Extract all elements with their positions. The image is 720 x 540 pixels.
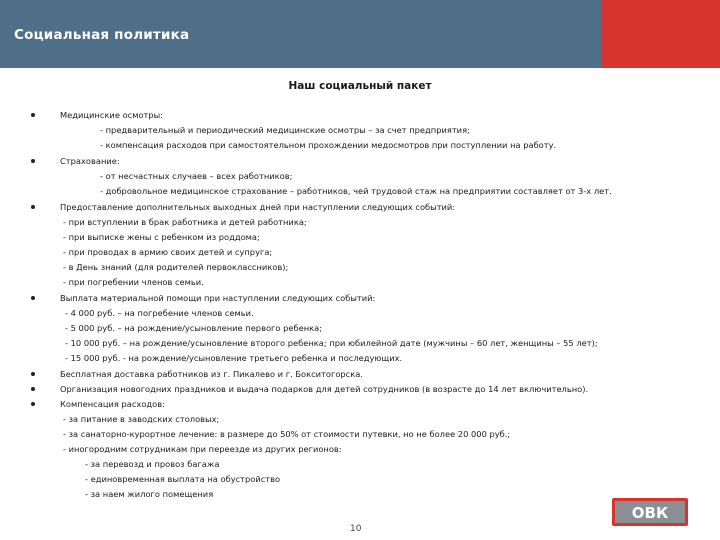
page-number: 10 <box>350 524 362 534</box>
bullet-days-off <box>31 205 35 209</box>
list-item: Медицинские осмотры: <box>60 110 163 120</box>
list-item: - 10 000 руб. – на рождение/усыновление второго ребенка; при юбилейной дате (мужчины – 60 лет, женщины – 55 лет); <box>65 338 598 348</box>
bullet-financial-aid <box>31 296 35 300</box>
list-item: Выплата материальной помощи при наступлении следующих событий: <box>60 293 376 303</box>
header-banner <box>0 0 720 68</box>
list-item: - за перевозд и провоз багажа <box>85 459 220 469</box>
list-item: Организация новогодних праздников и выдача подарков для детей сотрудников (в возрасте до 14 лет включительно). <box>60 384 589 394</box>
list-item: - при погребении членов семьи. <box>63 277 204 287</box>
list-item: - 5 000 руб. – на рождение/усыновление первого ребенка; <box>65 323 323 333</box>
list-item: - 15 000 руб. - на рождение/усыновление третьего ребенка и последующих. <box>65 353 403 363</box>
list-item: - от несчастных случаев – всех работников; <box>100 171 293 181</box>
list-item: - при вступлении в брак работника и детей работника; <box>63 217 307 227</box>
bullet-insurance <box>31 159 35 163</box>
section-subtitle: Наш социальный пакет <box>288 80 432 92</box>
list-item: - при выписке жены с ребенком из роддома; <box>63 232 260 242</box>
bullet-delivery <box>31 372 35 376</box>
list-item: - за наем жилого помещения <box>85 489 214 499</box>
list-item: - за санаторно-курортное лечение: в размере до 50% от стоимости путевки, но не более 20 000 руб.; <box>63 429 511 439</box>
bullet-medical <box>31 113 35 117</box>
list-item: - за питание в заводских столовых; <box>63 414 220 424</box>
list-item: Бесплатная доставка работников из г. Пикалево и г. Бокситогорска. <box>60 369 363 379</box>
bullet-new-year <box>31 387 35 391</box>
list-item: - иногородним сотрудникам при переезде из других регионов: <box>63 444 342 454</box>
list-item: - при проводах в армию своих детей и супруга; <box>63 247 273 257</box>
header-red-band <box>602 0 720 68</box>
list-item: - в День знаний (для родителей первоклассников); <box>63 262 289 272</box>
logo-text: ОВК <box>631 504 669 522</box>
ovk-logo <box>612 498 688 526</box>
bullet-compensation <box>31 402 35 406</box>
list-item: - единовременная выплата на обустройство <box>85 474 281 484</box>
list-item: - 4 000 руб. – на погребение членов семьи. <box>65 308 254 318</box>
list-item: Компенсация расходов: <box>60 399 165 409</box>
list-item: Предоставление дополнительных выходных дней при наступлении следующих событий: <box>60 202 456 212</box>
list-item: - предварительный и периодический медицинские осмотры – за счет предприятия; <box>100 125 470 135</box>
list-item: - компенсация расходов при самостоятельном прохождении медосмотров при поступлении на работу. <box>100 140 557 150</box>
list-item: Страхование: <box>60 156 120 166</box>
list-item: - добровольное медицинское страхование – работников, чей трудовой стаж на предприятии составляет от 3-х лет. <box>100 186 612 196</box>
page-title: Социальная политика <box>14 27 190 43</box>
